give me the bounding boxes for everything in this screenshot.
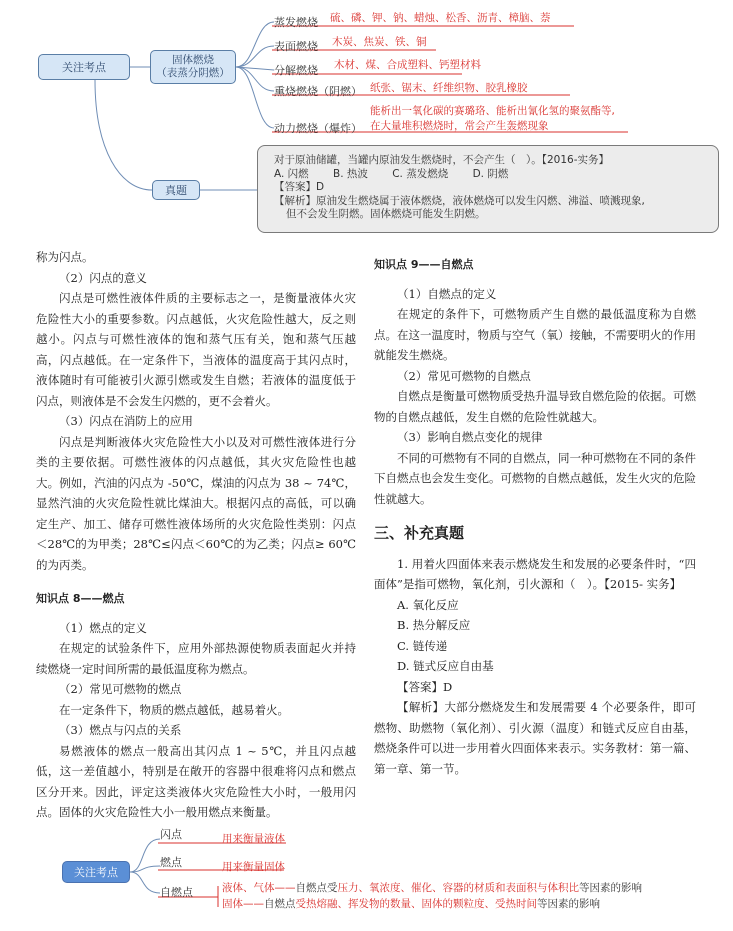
exam-analysis-1: 【解析】原油发生燃烧属于液体燃烧，液体燃烧可以发生闪燃、沸溢、喷溅现象, xyxy=(274,194,645,207)
option-b: B. 热分解反应 xyxy=(397,618,471,632)
heading-ignition-relation: （3）燃点与闪点的关系 xyxy=(59,723,182,737)
heading-flash-significance: （2）闪点的意义 xyxy=(59,270,147,285)
heading-flash-application: （3）闪点在消防上的应用 xyxy=(59,414,193,428)
exam-question: 对于原油储罐，当罐内原油发生燃烧时，不会产生（ ）。【2016-实务】 xyxy=(274,154,610,166)
solid-factors: 受热熔融、挥发物的数量、固体的颗粒度、受热时间 xyxy=(295,898,537,910)
para-ignition-definition: 在规定的试验条件下，应用外部热源使物质表面起火并持续燃烧一定时间所需的最低温度称为燃点。 xyxy=(36,641,356,676)
focus-node-bottom: 关注考点 xyxy=(62,861,130,883)
bottom-detail-liquid-gas xyxy=(222,880,642,895)
exam-options: A. 闪燃 B. 热波 C. 蒸发燃烧 D. 阴燃 xyxy=(274,167,509,180)
heading-autoignition-definition: （1）自燃点的定义 xyxy=(397,286,497,301)
para-autoignition-factors: 不同的可燃物有不同的自燃点，同一种可燃物在不同的条件下自燃点也会发生变化。可燃物的自燃点越低，发生火灾的危险性就越大。 xyxy=(374,450,696,506)
heading-ignition-definition: （1）燃点的定义 xyxy=(59,620,147,635)
para-flash-significance: 闪点是可燃性液体件质的主要标志之一，是衡量液体火灾危险性大小的重要参数。闪点越低，火灾危险性越大，反之则越小。闪点与可燃性液体的饱和蒸气压有关，饱和蒸气压越高，闪点越低。在一定条件下，当液体的温度高于其闪点时，液体随时有可能被引火源引燃或发生自燃；若液体的温度低于闪点，则液体是不会发生闪燃的，更不会着火。 xyxy=(36,291,356,408)
exam-node: 真题 xyxy=(152,180,200,200)
question-1-analysis: 【解析】大部分燃烧发生和发展需要 4 个必要条件，即可燃物、助燃物（氧化剂）、引火源（温度）和链式反应自由基，燃烧条件可以进一步用着火四面体来表示。实务教材：第一篇、第一章、第一节。 xyxy=(374,700,696,776)
solid-suffix: 等因素的影响 xyxy=(537,898,600,910)
branch-label-surface: 表面燃烧 xyxy=(274,40,318,53)
knowledge-point-8-title: 知识点 8——燃点 xyxy=(36,592,125,605)
bottom-detail-flash: 用来衡量液体 xyxy=(222,833,285,845)
section-3-title: 三、补充真题 xyxy=(374,524,465,542)
solid-mid: 自燃点 xyxy=(264,898,296,910)
para-autoignition-definition: 在规定的条件下，可燃物质产生自燃的最低温度称为自燃点。在这一温度时，物质与空气（氧）接触，不需要明火的作用就能发生燃烧。 xyxy=(374,307,696,362)
branch-label-dynamic: 动力燃烧（爆炸） xyxy=(274,122,362,135)
bottom-label-flash: 闪点 xyxy=(160,828,182,841)
branch-detail-dynamic-1: 能析出一氧化碳的赛璐珞、能析出氰化氢的聚氨酯等, xyxy=(370,105,615,117)
para-ignition-relation: 易燃液体的燃点一般高出其闪点 1 ~ 5℃，并且闪点越低，这一差值越小，特别是在敞开的容器中很难将闪点和燃点区分开来。因此，评定这类液体火灾危险性大小时，一般用闪点。固体的火灾危险性大小一般用燃点来衡量。 xyxy=(36,743,356,819)
solid-combustion-subtitle: （表蒸分阴燃） xyxy=(156,67,230,79)
bottom-detail-solid xyxy=(222,896,600,911)
branch-detail-surface: 木炭、焦炭、铁、铜 xyxy=(332,36,427,48)
liquid-gas-mid: 自燃点受 xyxy=(295,882,338,894)
para-flash-application: 闪点是判断液体火灾危险性大小以及对可燃性液体进行分类的主要依据。可燃性液体的闪点越低，其火灾危险性也越大。例如，汽油的闪点为 -50℃，煤油的闪点为 38 ~ 74℃，显然汽油的火灾危险性就比煤油大。根据闪点的高低，可以确定生产、加工、储存可燃性液体场所的火灾危险性类别：闪点＜28℃的为甲类；28℃≤闪点＜60℃的为乙类；闪点≥ 60℃的为丙类。 xyxy=(36,434,356,572)
solid-combustion-node xyxy=(150,50,236,84)
solid-prefix: 固体—— xyxy=(222,898,264,910)
right-column xyxy=(374,255,696,779)
branch-label-evaporation: 蒸发燃烧 xyxy=(274,16,318,29)
bottom-detail-ignition: 用来衡量固体 xyxy=(222,861,285,873)
option-d: D. 链式反应自由基 xyxy=(397,659,494,673)
flash-point-tail: 称为闪点。 xyxy=(36,250,94,264)
liquid-gas-suffix: 等因素的影响 xyxy=(579,882,642,894)
heading-autoignition-factors: （3）影响自燃点变化的规律 xyxy=(397,430,543,444)
bottom-label-ignition: 燃点 xyxy=(160,856,182,869)
branch-detail-decomposition: 木材、煤、合成塑料、钙塑材料 xyxy=(334,59,481,71)
exam-question-box xyxy=(257,145,719,233)
exam-answer: 【答案】D xyxy=(274,181,325,193)
bottom-label-autoignition: 自燃点 xyxy=(160,886,193,899)
solid-combustion-title: 固体燃烧 xyxy=(172,54,214,66)
liquid-gas-factors: 压力、氧浓度、催化、容器的材质和表面积与体积比 xyxy=(337,882,579,894)
question-1: 1. 用着火四面体来表示燃烧发生和发展的必要条件时，“四面体”是指可燃物，氧化剂，引火源和（ ）。【2015- 实务】 xyxy=(374,556,696,591)
option-a: A. 氧化反应 xyxy=(397,597,459,612)
exam-analysis-2: 但不会发生阴燃。固体燃烧可能发生阴燃。 xyxy=(286,208,486,220)
branch-detail-smoldering: 纸张、锯末、纤维织物、胶乳橡胶 xyxy=(370,82,528,94)
heading-ignition-common: （2）常见可燃物的燃点 xyxy=(59,682,182,696)
left-column xyxy=(36,247,356,823)
focus-node-top: 关注考点 xyxy=(38,54,130,80)
knowledge-point-9-title: 知识点 9——自燃点 xyxy=(374,258,474,271)
heading-autoignition-common: （2）常见可燃物的自燃点 xyxy=(397,368,531,383)
branch-label-decomposition: 分解燃烧 xyxy=(274,64,318,77)
liquid-gas-prefix: 液体、气体—— xyxy=(222,882,296,894)
question-1-answer: 【答案】D xyxy=(397,679,453,694)
branch-detail-evaporation: 硫、磷、钾、钠、蜡烛、松香、沥青、樟脑、萘 xyxy=(330,12,551,24)
branch-label-smoldering: 熏烧燃烧（阴燃） xyxy=(274,85,362,98)
option-c: C. 链传递 xyxy=(397,638,448,653)
para-autoignition-common: 自燃点是衡量可燃物质受热升温导致自燃危险的依据。可燃物的自燃点越低，发生自燃的危险性就越大。 xyxy=(374,389,696,424)
para-ignition-common: 在一定条件下，物质的燃点越低，越易着火。 xyxy=(59,702,289,717)
branch-detail-dynamic-2: 在大量堆积燃烧时，常会产生轰燃现象 xyxy=(370,120,549,132)
